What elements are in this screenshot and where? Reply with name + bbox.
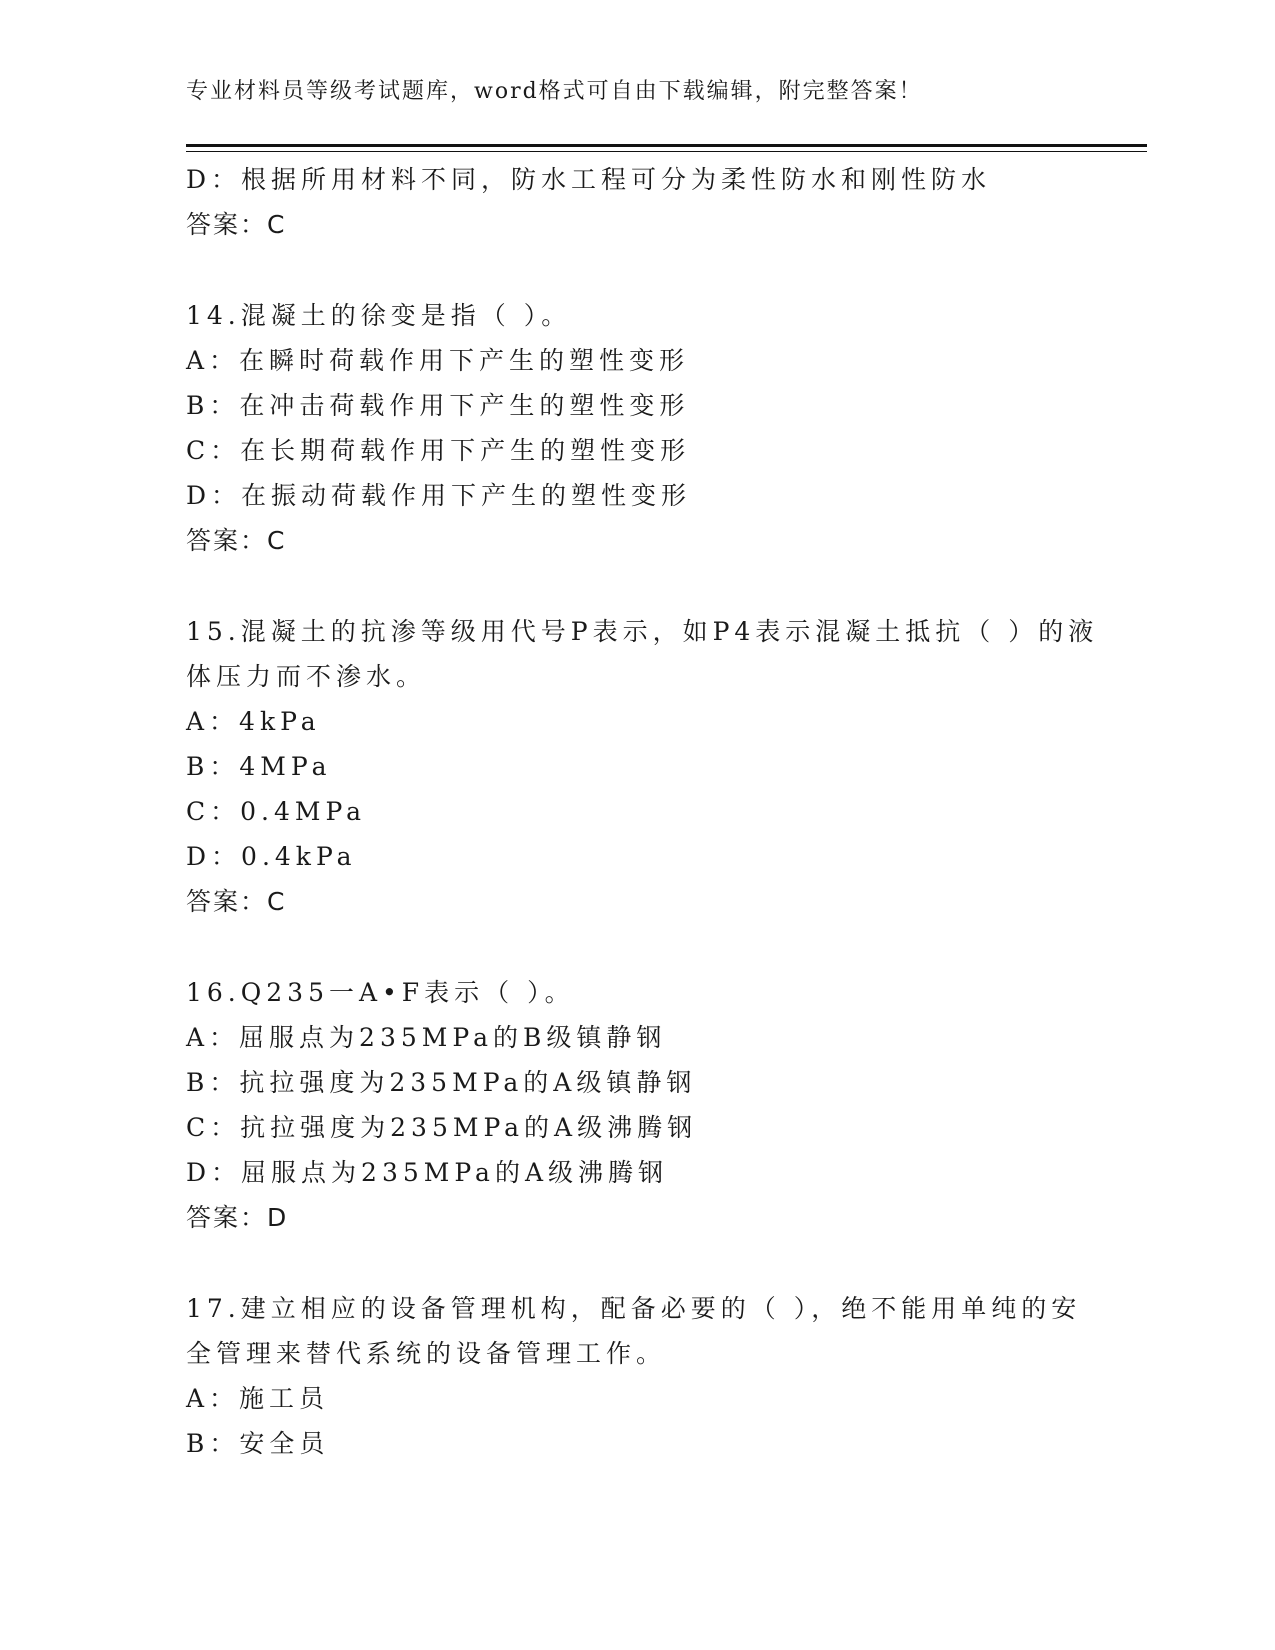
- option-b: B：在冲击荷载作用下产生的塑性变形: [186, 391, 690, 420]
- answer: 答案：C: [186, 210, 287, 239]
- option-a: A：屈服点为235MPa的B级镇静钢: [186, 1023, 667, 1052]
- question-stem-continued: 全管理来替代系统的设备管理工作。: [186, 1339, 667, 1368]
- option-c: C：在长期荷载作用下产生的塑性变形: [186, 436, 691, 465]
- option-a: A：在瞬时荷载作用下产生的塑性变形: [186, 346, 690, 375]
- option-d: D：0.4kPa: [186, 842, 357, 871]
- answer: 答案：C: [186, 526, 287, 555]
- question-stem: 17.建立相应的设备管理机构，配备必要的（ ），绝不能用单纯的安: [186, 1294, 1082, 1323]
- option-b: B：安全员: [186, 1429, 330, 1458]
- question-content: [186, 157, 1099, 1466]
- option-b: B：抗拉强度为235MPa的A级镇静钢: [186, 1068, 697, 1097]
- option-d: D：屈服点为235MPa的A级沸腾钢: [186, 1158, 669, 1187]
- question-stem: 14.混凝土的徐变是指（ ）。: [186, 301, 572, 330]
- option-c: C：0.4MPa: [186, 797, 367, 826]
- question-stem: 15.混凝土的抗渗等级用代号P表示，如P4表示混凝土抵抗（ ）的液: [186, 617, 1099, 646]
- option-b: B：4MPa: [186, 752, 332, 781]
- answer: 答案：D: [186, 1203, 289, 1232]
- option-a: A：施工员: [186, 1384, 330, 1413]
- question-stem-continued: 体压力而不渗水。: [186, 662, 427, 691]
- header-rule-thin: [186, 151, 1147, 152]
- question-stem: 16.Q235一A•F表示（ ）。: [186, 978, 575, 1007]
- page-header: 专业材料员等级考试题库，word格式可自由下载编辑，附完整答案！: [186, 79, 923, 104]
- option-a: A：4kPa: [186, 707, 321, 736]
- answer: 答案：C: [186, 887, 287, 916]
- option-d: D：在振动荷载作用下产生的塑性变形: [186, 481, 692, 510]
- option-c: C：抗拉强度为235MPa的A级沸腾钢: [186, 1113, 698, 1142]
- header-rule-thick: [186, 144, 1147, 147]
- option-d: D：根据所用材料不同，防水工程可分为柔性防水和刚性防水: [186, 165, 992, 194]
